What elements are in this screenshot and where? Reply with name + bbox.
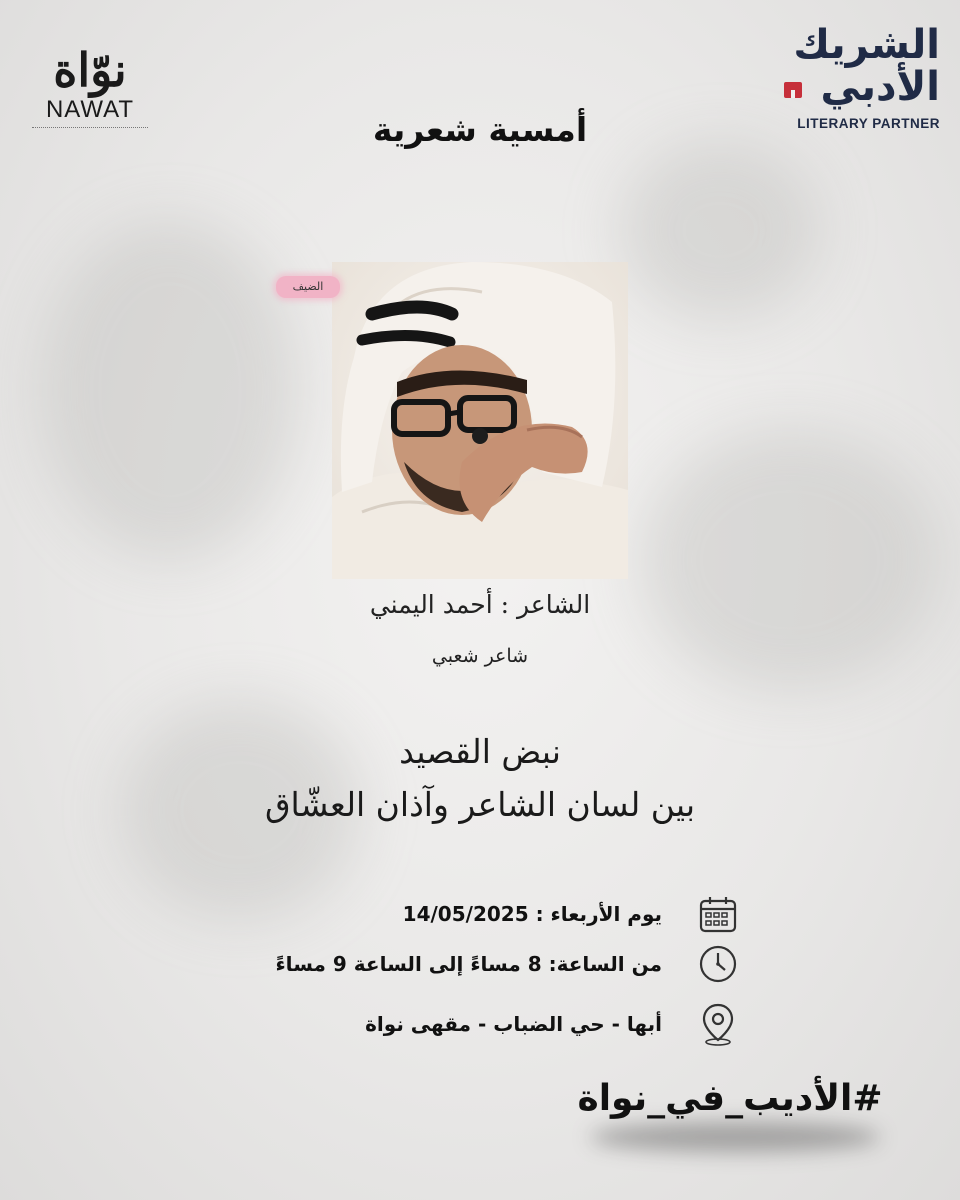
poet-name: الشاعر : أحمد اليمني <box>369 590 591 619</box>
event-hashtag: #الأديب_في_نواة <box>577 1078 883 1119</box>
topic-title: نبض القصيد <box>399 732 561 771</box>
time-row <box>200 942 740 986</box>
date-row <box>200 892 740 936</box>
background-blur <box>620 140 820 320</box>
background-blur <box>40 220 300 560</box>
partner-logo-line2-text: الأدبي <box>820 64 940 110</box>
location-pin-icon <box>696 1002 740 1046</box>
poet-description: شاعر شعبي <box>431 645 529 667</box>
hashtag-shadow <box>590 1122 880 1152</box>
event-title: أمسية شعرية <box>372 110 588 149</box>
partner-logo-line2 <box>780 66 940 108</box>
topic-subtitle: بين لسان الشاعر وآذان العشّاق <box>264 785 696 824</box>
partner-logo-line1: الشريك <box>793 22 940 68</box>
book-icon <box>784 82 802 98</box>
location-text: أبها - حي الضباب - مقهى نواة <box>365 1012 662 1036</box>
partner-logo-english: LITERARY PARTNER <box>797 116 940 131</box>
guest-photo <box>332 262 628 579</box>
guest-badge: الضيف <box>276 276 340 298</box>
nawat-logo-arabic: نوّاة <box>53 43 127 97</box>
location-row <box>200 1002 740 1046</box>
time-text: من الساعة: 8 مساءً إلى الساعة 9 مساءً <box>275 952 662 976</box>
date-text: يوم الأربعاء : 14/05/2025 <box>402 902 662 926</box>
nawat-logo-english: NAWAT <box>45 96 135 123</box>
clock-icon <box>696 942 740 986</box>
calendar-icon <box>696 892 740 936</box>
